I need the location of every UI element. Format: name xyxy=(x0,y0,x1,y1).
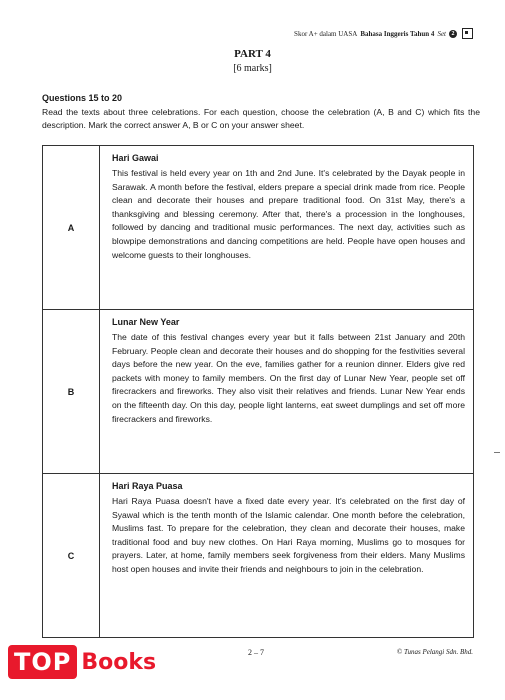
celebration-title-b: Lunar New Year xyxy=(112,317,180,327)
celebration-body-a: This festival is held every year on 1th and 2nd June. It's celebrated by the Dayak people in Sarawak. A month before the festival, elders prepare a special drink made from rice. People clean and decorate their houses and prepare traditional food. On 31st May, there's a thanksgiving and blessing ceremony. After that, there's a procession in the longhouses, followed by dancing and traditional music performances. The next day, activities such as blowpipe demonstrations and dancing competitions are held. People have open houses and welcome guests to their longhouses. xyxy=(112,168,465,260)
instructions-text: Read the texts about three celebrations. For each question, choose the celebration (A, B and C) which fits the description. Mark the correct answer A, B or C on your answer sheet. xyxy=(42,107,480,130)
header-subject: Bahasa Inggeris Tahun 4 xyxy=(360,29,435,38)
part-marks: [6 marks] xyxy=(233,63,272,74)
celebration-body-c: Hari Raya Puasa doesn't have a fixed date every year. It's celebrated on the first day of Syawal which is the tenth month of the Islamic calendar. One month before the celebration, Muslims fast. To prepare for the celebration, they clean and decorate their houses, make traditional food and buy new clothes. On Hari Raya morning, Muslims go to mosques for prayers. Later, at home, family members seek forgiveness from their elders. Many Muslims host open houses and invite their friends and neighbours to join in the celebration. xyxy=(112,496,465,574)
row-label-c: C xyxy=(43,474,100,637)
row-text-b xyxy=(100,310,473,473)
celebration-row-c xyxy=(43,474,473,637)
row-label-a: A xyxy=(43,146,100,309)
questions-heading: Questions 15 to 20 xyxy=(42,93,123,103)
row-label-b: B xyxy=(43,310,100,473)
page-number: 2 – 7 xyxy=(248,648,264,657)
celebration-title-c: Hari Raya Puasa xyxy=(112,481,183,491)
celebration-body-b: The date of this festival changes every year but it falls between 21st January and 20th February. People clean and decorate their houses and do shopping for the festivities several days before the new year. On the eve, families gather for a reunion dinner. Elders give red packets with money to family members. On the first day of Lunar New Year, people set off firecrackers and fireworks. They also visit their relatives and friends. Lunar New Year ends on the fifteenth day. On this day, people light lanterns, eat sweet dumplings and set off more firecrackers and fireworks. xyxy=(112,332,465,424)
set-number-badge: 2 xyxy=(449,30,457,38)
celebrations-table xyxy=(42,145,474,638)
corner-mark-icon xyxy=(462,28,473,39)
part-title: PART 4 xyxy=(234,48,271,60)
celebration-row-a xyxy=(43,146,473,310)
logo-top-text: TOP xyxy=(8,645,77,679)
margin-mark xyxy=(494,452,500,453)
logo-books-text: Books xyxy=(81,649,157,675)
topbooks-logo xyxy=(8,645,156,679)
celebration-row-b xyxy=(43,310,473,474)
publisher-credit: © Tunas Pelangi Sdn. Bhd. xyxy=(396,648,473,656)
celebration-title-a: Hari Gawai xyxy=(112,153,159,163)
header-prefix: Skor A+ dalam UASA xyxy=(294,29,358,38)
row-text-a xyxy=(100,146,473,309)
running-header xyxy=(294,28,473,39)
row-text-c xyxy=(100,474,473,637)
header-set-label: Set xyxy=(437,29,446,38)
